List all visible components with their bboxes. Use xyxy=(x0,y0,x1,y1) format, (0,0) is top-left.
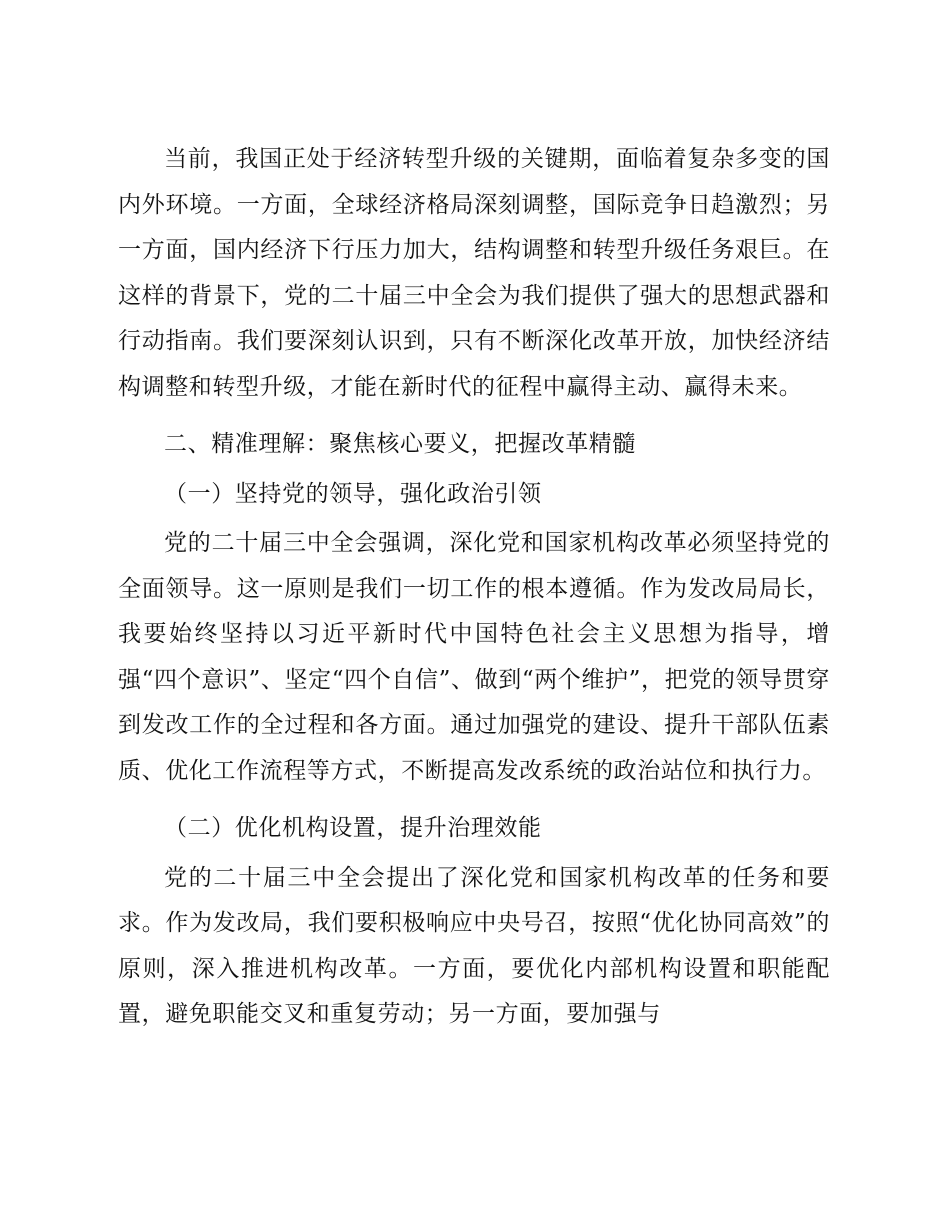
paragraph-intro: 当前，我国正处于经济转型升级的关键期，面临着复杂多变的国内外环境。一方面，全球经济格局深刻调整，国际竞争日趋激烈；另一方面，国内经济下行压力加大，结构调整和转型升级任务艰巨。在这样的背景下，党的二十届三中全会为我们提供了强大的思想武器和行动指南。我们要深刻认识到，只有不断深化改革开放，加快经济结构调整和转型升级，才能在新时代的征程中赢得主动、赢得未来。 xyxy=(118,146,830,400)
document-body xyxy=(118,137,830,1038)
paragraph-institution-reform: 党的二十届三中全会提出了深化党和国家机构改革的任务和要求。作为发改局，我们要积极响应中央号召，按照“优化协同高效”的原则，深入推进机构改革。一方面，要优化内部机构设置和职能配置，避免职能交叉和重复劳动；另一方面，要加强与 xyxy=(118,864,830,1027)
paragraph-party-leadership: 党的二十届三中全会强调，深化党和国家机构改革必须坚持党的全面领导。这一原则是我们一切工作的根本遵循。作为发改局局长，我要始终坚持以习近平新时代中国特色社会主义思想为指导，增强“四个意识”、坚定“四个自信”、做到“两个维护”，把党的领导贯穿到发改工作的全过程和各方面。通过加强党的建设、提升干部队伍素质、优化工作流程等方式，不断提高发改系统的政治站位和执行力。 xyxy=(118,530,830,784)
subsection-heading-2: （二）优化机构设置，提升治理效能 xyxy=(164,815,542,841)
section-heading-2: 二、精准理解：聚焦核心要义，把握改革精髓 xyxy=(164,431,636,457)
subsection-heading-1: （一）坚持党的领导，强化政治引领 xyxy=(164,480,542,507)
